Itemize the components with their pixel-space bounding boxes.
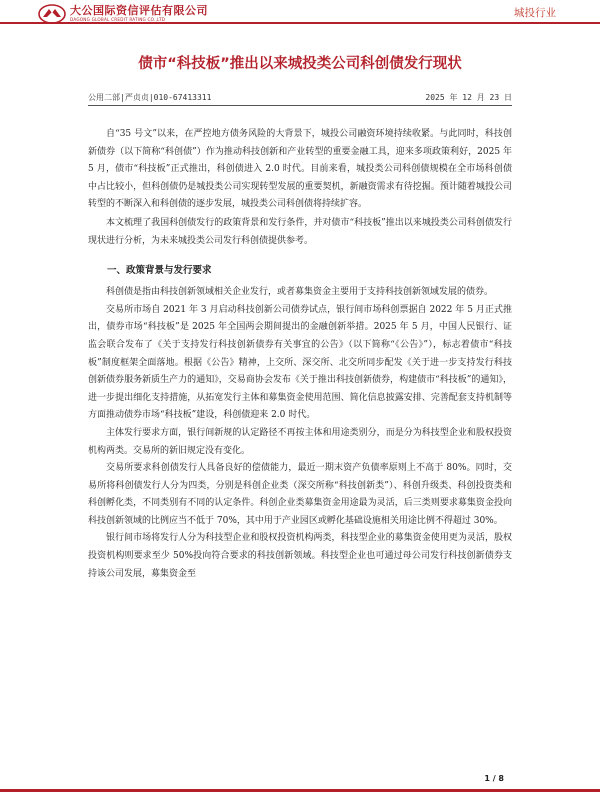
meta-divider [88, 105, 512, 106]
dagong-logo-icon [38, 4, 66, 24]
section-tag: 城投行业 [514, 7, 556, 19]
document-meta [88, 92, 512, 103]
company-name-en: DAGONG GLOBAL CREDIT RATING CO.,LTD [70, 17, 166, 23]
section1-paragraph-5: 银行间市场将发行人分为科技型企业和股权投资机构两类，科技型企业的募集资金使用更为灵活，股权投资机构则要求至少 50%投向符合要求的科技创新领域。科技型企业也可通过母公司发行科技创新债券支持该公司发展，募集资金至 [88, 533, 512, 579]
company-name-cn: 大公国际资信评估有限公司 [70, 4, 208, 18]
page-header [0, 0, 600, 24]
intro-paragraph-2: 本文梳理了我国科创债发行的政策背景和发行条件，并对债市“科技板”推出以来城投类公司科创债发行现状进行分析，为未来城投类公司发行科创债提供参考。 [88, 217, 512, 246]
section1-paragraph-1: 科创债是指由科技创新领域相关企业发行，或者募集资金主要用于支持科技创新领域发展的债券。 [106, 287, 494, 298]
section1-paragraph-3: 主体发行要求方面，银行间新规的认定路径不再按主体和用途类别分，而是分为科技型企业和股权投资机构两类。交易所的新旧规定没有变化。 [88, 427, 512, 456]
footer-divider [0, 789, 600, 792]
company-logo [38, 4, 208, 24]
page-number: 1 / 8 [484, 774, 504, 783]
intro-paragraph-1: 自“35 号文”以来，在严控地方债务风险的大背景下，城投公司融资环境持续收紧。与此同时，科技创新债券（以下简称“科创债”）作为推动科技创新和产业转型的重要金融工具，迎来多项政策利好，2025 年 5 月，债市“科技板”正式推出，科创债进入 2.0 时代。目前来看，城投类公司科创债规模在全市场科创债中占比较小，但科创债仍是城投类公司实现转型发展的重要契机，新融资需求有待挖掘。预计随着城投公司转型的不断深入和科创债的逐步发展，城投类公司科创债将持续扩容。 [88, 129, 512, 210]
author-info: 公用二部|严贞贞|010-67413311 [88, 93, 212, 102]
section1-paragraph-2: 交易所市场自 2021 年 3 月启动科技创新公司债券试点，银行间市场科创票据自 2022 年 5 月正式推出，债券市场“科技板”是 2025 年全国两会期间提出的金融创新举措。2025 年 5 月，中国人民银行、证监会联合发布了《关于支持发行科技创新债券有关事宜的公告》（以下简称“《公告》”），标志着债市“科技板”制度框架全面落地。根据《公告》精神，上交所、深交所、北交所同步配发《关于进一步支持发行科技创新债券服务新质生产力的通知》，交易商协会发布《关于推出科技创新债券，构建债市“科技板”的通知》，进一步提出细化支持措施，从拓宽发行主体和募集资金使用范围、简化信息披露安排、完善配套支持机制等方面推动债券市场“科技板”建设，科创债迎来 2.0 时代。 [88, 304, 512, 421]
document-title: 债市“科技板”推出以来城投类公司科创债发行现状 [138, 56, 462, 72]
header-divider [0, 22, 600, 24]
document-body [88, 126, 512, 583]
section-heading: 一、政策背景与发行要求 [107, 265, 212, 277]
section1-paragraph-4: 交易所要求科创债发行人具备良好的偿债能力，最近一期末资产负债率原则上不高于 80%。同时，交易所将科创债发行人分为四类，分别是科创企业类（深交所称“科技创新类”）、科创升级类、科创投资类和科创孵化类，不同类别有不同的认定条件。科创企业类募集资金用途最为灵活，后三类则要求募集资金投向科技创新领域的比例应当不低于 70%，其中用于产业园区或孵化基础设施相关用途比例不得超过 30%。 [88, 463, 512, 526]
publish-date: 2025 年 12 月 23 日 [425, 93, 512, 102]
